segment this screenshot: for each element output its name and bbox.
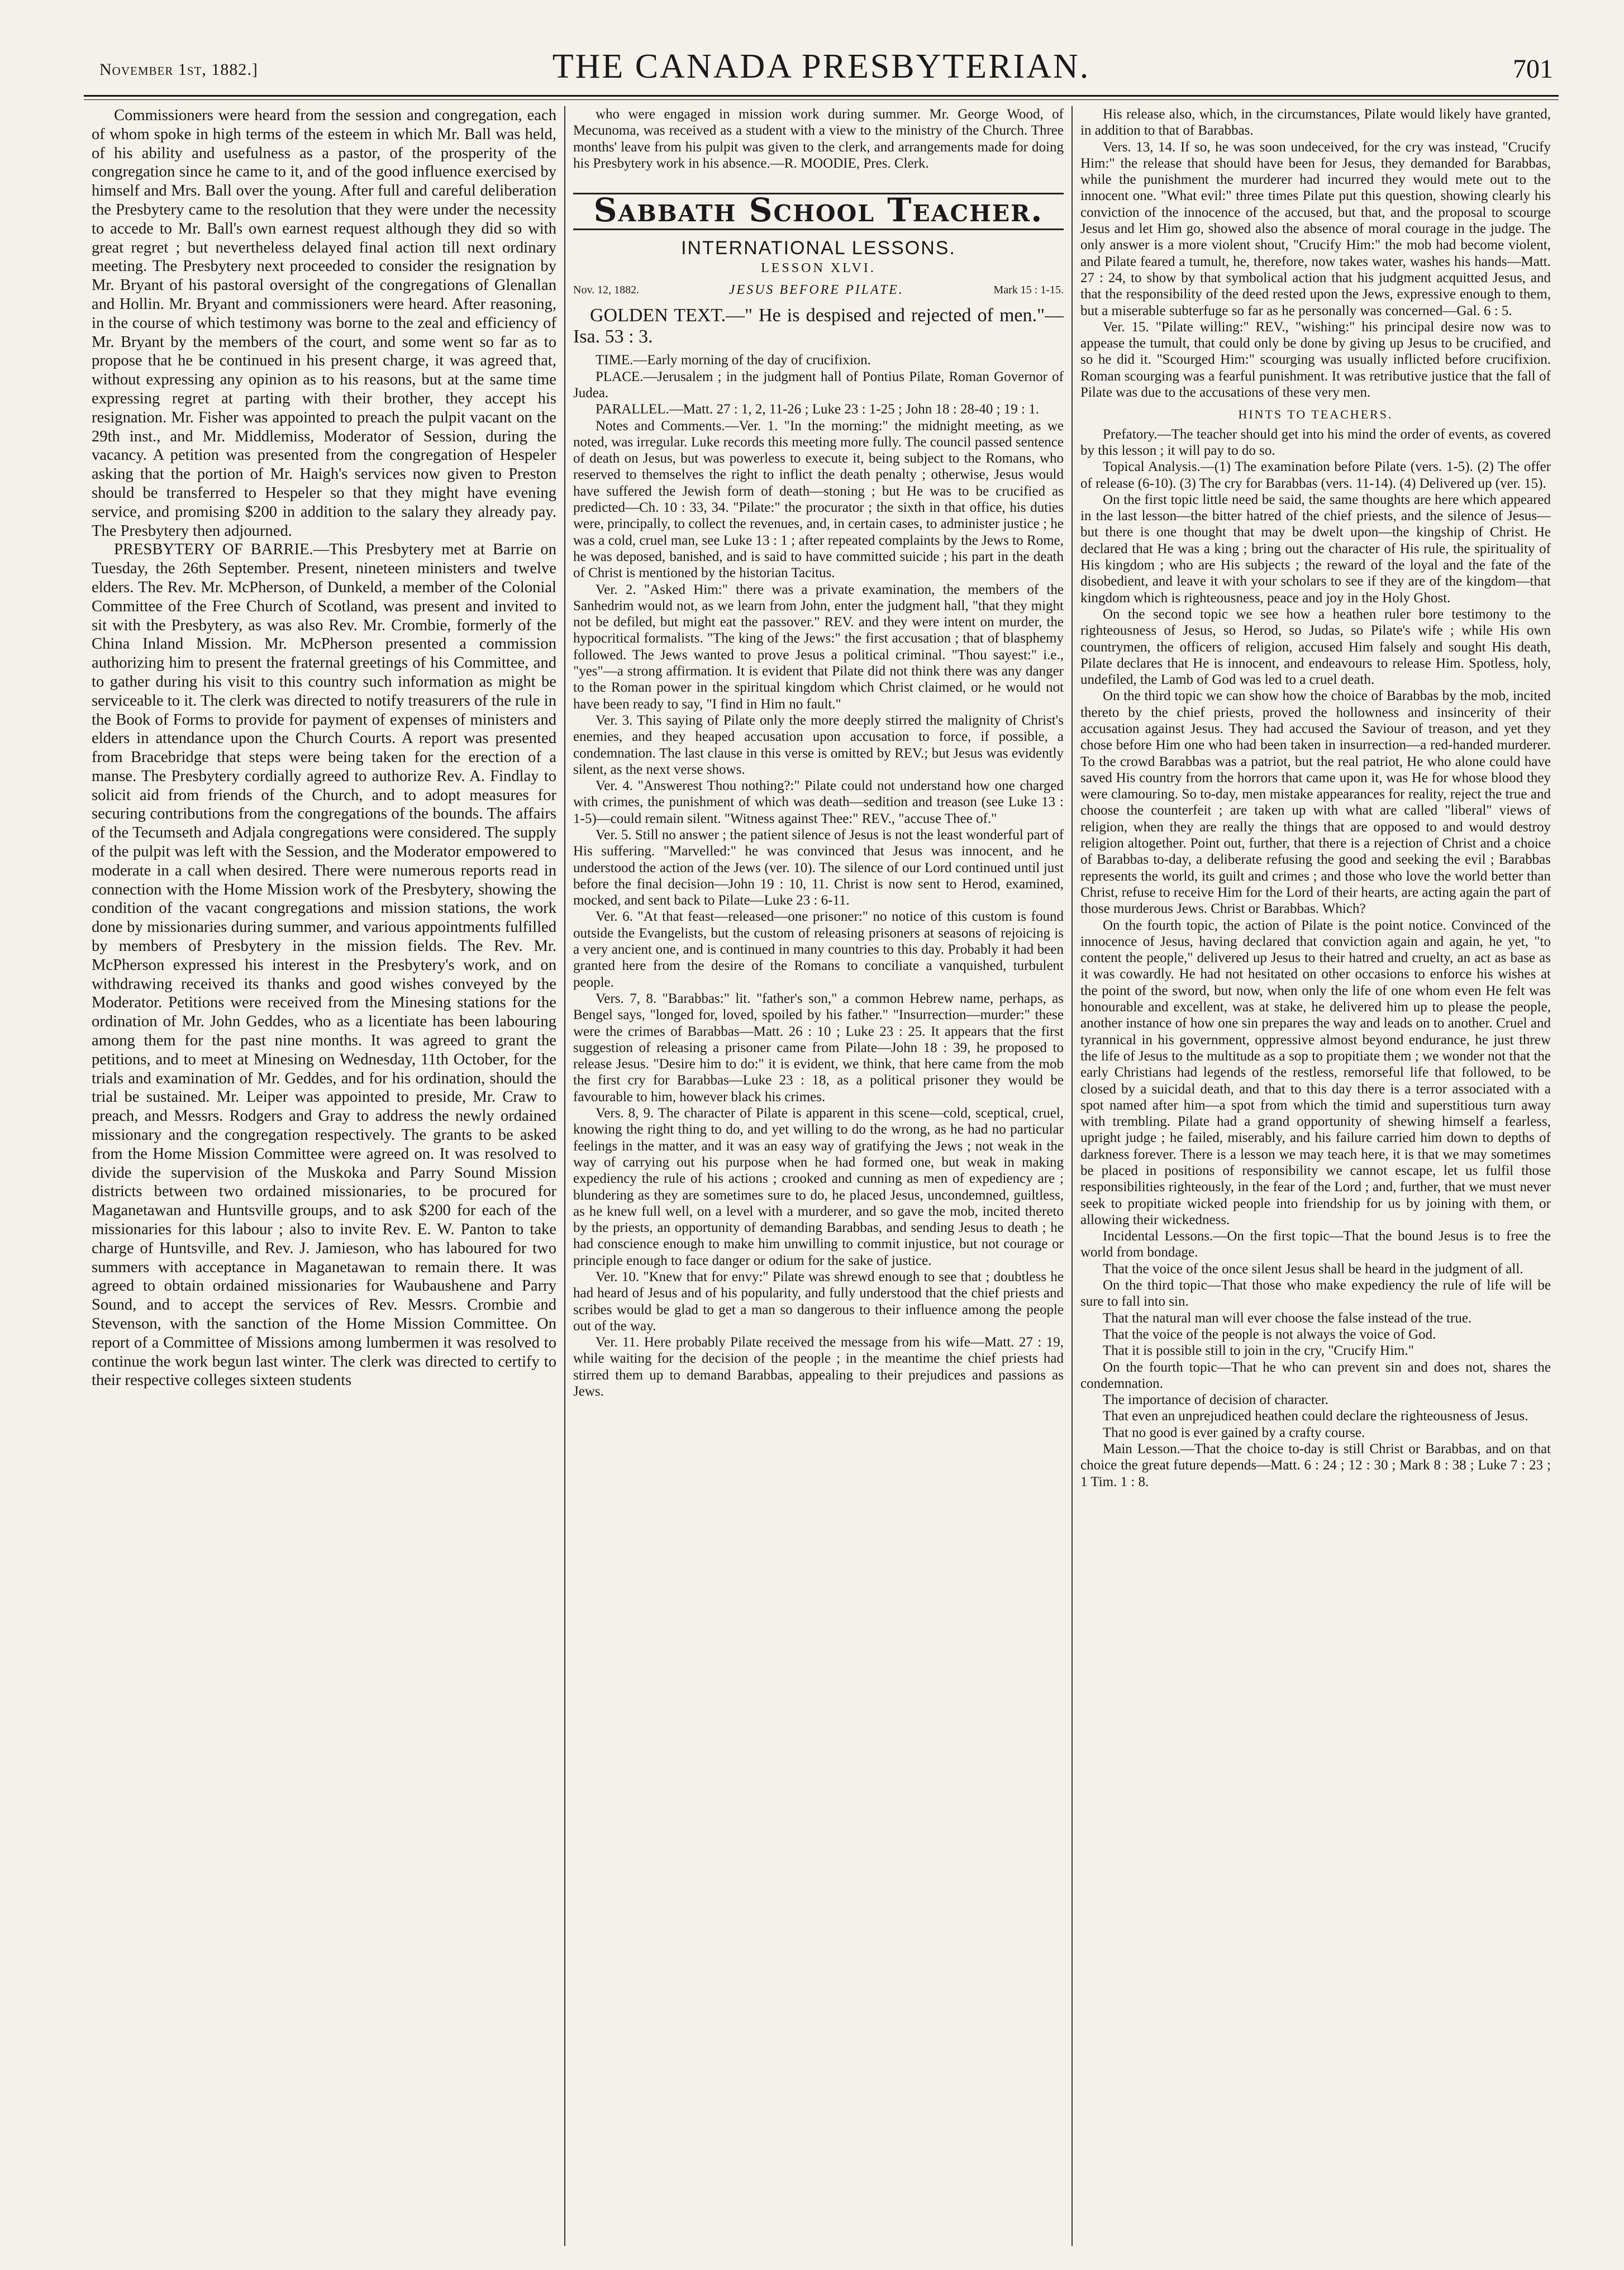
middle-paragraph: Vers. 7, 8. "Barabbas:" lit. "father's son," a common Hebrew name, perhaps, as Bengel says, "longed for, loved, spoiled by his father." "Insurrection—murder:" these were the crimes of Barabbas—Matt. 26 : 10 ; Luke 23 : 25. It appears that the first suggestion of releasing a prisoner came from Pilate—John 18 : 39, he proposed to release Jesus. "Desire him to do:" it is evident, we think, that here came from the mob the first cry for Barabbas—Luke 23 : 18, as a political prisoner they would be favourable to him, however black his crimes. (573, 991, 1064, 1105)
right-paragraph: That no good is ever gained by a crafty course. (1103, 1425, 1365, 1440)
right-paragraph: That the natural man will ever choose the false instead of the true. (1103, 1310, 1472, 1326)
header-rule (84, 95, 1559, 100)
lesson-title: JESUS BEFORE PILATE. (728, 283, 904, 298)
lesson-reference: Mark 15 : 1-15. (993, 284, 1064, 297)
issue-date: November 1st, 1882.] (99, 60, 258, 79)
golden-text: GOLDEN TEXT.—" He is despised and rejected of men."—Isa. 53 : 3. (573, 305, 1064, 348)
left-paragraph: PRESBYTERY OF BARRIE.—This Presbytery met at Barrie on Tuesday, the 26th September. Present, nineteen ministers and twelve elders. The Rev. Mr. McPherson, of Dunkeld, a member of the Colonial Committee of the Free Church of Scotland, was present and invited to sit with the Presbytery, as was also Rev. Mr. Crombie, formerly of the China Inland Mission. Mr. McPherson presented a commission authorizing him to present the fraternal greetings of his Committee, and to gather during his visit to this country such information as might be serviceable to it. The clerk was directed to notify treasurers of the rule in the Book of Forms to provide for payment of expenses of ministers and elders in attendance upon the Church Courts. A report was presented from Bracebridge that steps were being taken for the erection of a manse. The Presbytery cordially agreed to authorize Rev. A. Findlay to solicit aid from friends of the Church, and to adopt measures for securing contributions from the congregations of the bounds. The affairs of the Tecumseth and Adjala congregations were considered. The supply of the pulpit was left with the Session, and the Moderator empowered to moderate in a call when desired. There were numerous reports read in connection with the Home Mission work of the Presbytery, showing the condition of the vacant congregations and mission stations, the work done by missionaries during summer, and various appointments fulfilled by members of Presbytery in the mission fields. The Rev. Mr. McPherson expressed his interest in the Presbytery's work, and on withdrawing received its thanks and good wishes conveyed by the Moderator. Petitions were received from the Minesing stations for the ordination of Mr. John Geddes, who as a licentiate has been labouring among them for the past nine months. It was agreed to grant the petitions, and to meet at Minesing on Wednesday, 11th October, for the trials and examination of Mr. Geddes, and for his ordination, should the trial be sustained. Mr. Leiper was appointed to preside, Mr. Craw to preach, and Messrs. Rodgers and Gray to address the newly ordained missionary and the congregation respectively. The grants to be asked from the Home Mission Committee were agreed on. It was resolved to divide the supervision of the Muskoka and Parry Sound Mission districts between two ordained missionaries, to be procured for Maganetawan and Huntsville groups, and to ask $200 for each of the missionaries for this labour ; also to invite Rev. E. W. Panton to take charge of Huntsville, and Rev. J. Jamieson, who has laboured for two summers with acceptance in Maganetawan to remain there. It was agreed to obtain ordained missionaries for Waubaushene and Parry Sound, and to accept the services of Rev. Messrs. Crombie and Stevenson, with the sanction of the Home Mission Committee. On report of a Committee of Missions among lumbermen it was resolved to continue the work begun last winter. The clerk was directed to certify to their respective colleges sixteen students (92, 541, 556, 1389)
hints-heading: HINTS TO TEACHERS. (1238, 407, 1393, 422)
middle-column (564, 106, 1073, 2246)
lesson-number: LESSON XLVI. (761, 260, 876, 275)
middle-paragraph: Vers. 8, 9. The character of Pilate is apparent in this scene—cold, sceptical, cruel, knowing the right thing to do, and yet willing to do the wrong, as he had no particular feelings in the matter, and it was an easy way of gratifying the Jews ; not weak in the way of carrying out his purpose when he had formed one, but weak in making expediency the rule of his actions ; crooked and cunning as men of expediency are ; blundering as they are sometimes sure to do, he placed Jesus, uncondemned, guiltless, as he knew full well, on a level with a murderer, and so gave the mob, incited thereto by the priests, an opportunity of demanding Barabbas, and sending Jesus to death ; he had conscience enough to make him unwilling to commit injustice, but not courage or principle enough to face danger or odium for the sake of justice. (573, 1106, 1064, 1268)
newspaper-page (84, 28, 1559, 2246)
middle-paragraph: Ver. 11. Here probably Pilate received the message from his wife—Matt. 27 : 19, while waiting for the decision of the people ; in the meantime the chief priests had stirred them up to demand Barabbas, appealing to their prejudices and passions as Jews. (573, 1335, 1064, 1400)
right-paragraph: His release also, which, in the circumstances, Pilate would likely have granted, in addition to that of Barabbas. (1080, 107, 1551, 139)
lesson-header (573, 282, 1064, 298)
right-paragraph: Topical Analysis.—(1) The examination before Pilate (vers. 1-5). (2) The offer of release (6-10). (3) The cry for Barabbas (vers. 11-14). (4) Delivered up (ver. 15). (1080, 459, 1551, 491)
right-paragraph: On the third topic—That those who make expediency the rule of life will be sure to fall into sin. (1080, 1278, 1551, 1310)
middle-paragraph: Ver. 2. "Asked Him:" there was a private examination, the members of the Sanhedrim would not, as we learn from John, enter the judgment hall, "that they might not be defiled, but might eat the passover." REV. and they were intent on murder, the hypocritical formalists. "The king of the Jews:" the first accusation ; that of blasphemy followed. The Jews wanted to prove Jesus a political criminal. "Thou sayest:" i.e., "yes"—a strong affirmation. It is evident that Pilate did not think there was any danger to the Roman power in the spiritual kingdom which Christ claimed, or he would not have been ready to say, "I find in Him no fault." (573, 582, 1064, 712)
page-number: 701 (1513, 54, 1553, 84)
right-paragraph: On the second topic we see how a heathen ruler bore testimony to the righteousness of Jesus, so Herod, so Judas, so Pilate's wife ; while His own countrymen, the officers of religion, accused Him falsely and sought His death, Pilate declares that He is innocent, and endeavours to release Him. Spotless, holy, undefiled, the Lamb of God was led to a cruel death. (1080, 606, 1551, 688)
right-paragraph: That the voice of the once silent Jesus shall be heard in the judgment of all. (1103, 1261, 1523, 1277)
right-paragraph: Prefatory.—The teacher should get into his mind the order of events, as covered by this lesson ; it will pay to do so. (1080, 426, 1551, 458)
middle-paragraph: Ver. 6. "At that feast—released—one prisoner:" no notice of this custom is found outside the Evangelists, but the custom of releasing prisoners at seasons of rejoicing is a very ancient one, and is continued in many countries to this day. Probably it had been granted here from the desire of the Romans to conciliate a vanquished, turbulent people. (573, 909, 1064, 990)
right-paragraph: Vers. 13, 14. If so, he was soon undeceived, for the cry was instead, "Crucify Him:" the release that should have been for Jesus, they demanded for Barabbas, while the punishment the murderer had incurred they would mete out to the innocent one. "What evil:" three times Pilate put this question, showing clearly his conviction of the innocence of the accused, but that, and the proposal to scourge Jesus and let Him go, showed also the absence of moral courage in the judge. The only answer is a more violent shout, "Crucify Him:" the mob had become violent, and Pilate feared a tumult, he, therefore, now takes water, washes his hands—Matt. 27 : 24, to show by that symbolical action that his judgment acquitted Jesus, and that the responsibility of the deed rested upon the Jews, expressive enough to them, but a miserable subterfuge so far as he personally was concerned—Gal. 6 : 5. (1080, 139, 1551, 318)
right-paragraph: On the fourth topic, the action of Pilate is the point notice. Convinced of the innocence of Jesus, having declared that conviction again and again, he yet, "to content the people," delivered up Jesus to their hatred and cruelty, an act as base as it was cowardly. He had not hesitated on other occasions to enforce his wishes at the point of the sword, but now, when only the life of one whom even He felt was honourable and excellent, was at stake, he delivered him up to please the people, another instance of how one sin prepares the way and leads on to another. Cruel and tyrannical in his government, oppressive almost beyond endurance, he just threw the life of Jesus to the multitude as a sop to propitiate them ; we wonder not that the early Christians had legends of the restless, remorseful life that followed, to be closed by a suicidal death, and that to this day there is a terror associated with a spot named after him—a spot from which the timid and superstitious turn away with trembling. Pilate had a grand opportunity of shewing himself a fearless, upright judge ; he failed, miserably, and his failure carried him down to depths of darkness forever. There is a lesson we may teach here, it is that we may sometimes be placed in positions of responsibility we cannot escape, let us fulfil those responsibilities righteously, in the fear of the Lord ; and, further, that we must never seek to propitiate wicked people into friendship for us by joining with them, or allowing their wickedness. (1080, 917, 1551, 1227)
columns (84, 106, 1559, 2246)
section-title: INTERNATIONAL LESSONS. (681, 237, 956, 259)
middle-paragraph: Ver. 3. This saying of Pilate only the more deeply stirred the malignity of Christ's enemies, and they heaped accusation upon accusation to force, if possible, a condemnation. The last clause in this verse is omitted by REV.; but Jesus was evidently silent, as the next verse shows. (573, 712, 1064, 777)
sabbath-school-banner (573, 193, 1064, 230)
middle-paragraph: PLACE.—Jerusalem ; in the judgment hall of Pontius Pilate, Roman Governor of Judea. (573, 369, 1064, 401)
middle-paragraph: Ver. 4. "Answerest Thou nothing?:" Pilate could not understand how one charged with crimes, the punishment of which was death—sedition and treason (see Luke 13 : 1-5)—could remain silent. "Witness against Thee:" REV., "accuse Thee of." (573, 778, 1064, 826)
middle-paragraph: PARALLEL.—Matt. 27 : 1, 2, 11-26 ; Luke 23 : 1-25 ; John 18 : 28-40 ; 19 : 1. (596, 402, 1039, 417)
right-paragraph: On the first topic little need be said, the same thoughts are here which appeared in the last lesson—the bitter hatred of the chief priests, and the silence of Jesus—but there is one thought that may be dwelt upon—the kingship of Christ. He declared that He was a king ; bring out the character of His rule, the spirituality of His kingdom ; who are His subjects ; the reward of the loyal and the fate of the disobedient, and leave it with your scholars to see if they are of the kingdom—that kingdom which is righteousness, peace and joy in the Holy Ghost. (1080, 492, 1551, 606)
right-paragraph: That even an unprejudiced heathen could declare the righteousness of Jesus. (1103, 1408, 1528, 1424)
middle-paragraph: Notes and Comments.—Ver. 1. "In the morning:" the midnight meeting, as we noted, was irregular. Luke records this meeting more fully. The council passed sentence of death on Jesus, but was powerless to execute it, being subject to the Romans, who reserved to themselves the right to inflict the death penalty ; otherwise, Jesus would have suffered the Jewish form of death—stoning ; but He was to be crucified as predicted—Ch. 10 : 33, 34. "Pilate:" the procurator ; the sixth in that office, his duties were, principally, to collect the revenues, and, in certain cases, to administer justice ; he was a cold, cruel man, see Luke 13 : 1 ; after repeated complaints by the Jews to Rome, he was deposed, banished, and is said to have committed suicide ; his part in the death of Christ is mentioned by the historian Tacitus. (573, 418, 1064, 581)
right-paragraph: That the voice of the people is not always the voice of God. (1103, 1326, 1436, 1342)
middle-paragraph: Ver. 5. Still no answer ; the patient silence of Jesus is not the least wonderful part of His suffering. "Marvelled:" he was convinced that Jesus was innocent, and he understood the action of the Jews (ver. 10). The silence of our Lord continued until just before the final decision—John 19 : 10, 11. Christ is now sent to Herod, examined, mocked, and sent back to Pilate—Luke 23 : 6-11. (573, 827, 1064, 908)
banner-title: Sabbath School Teacher. (593, 191, 1044, 230)
right-paragraph: The importance of decision of character. (1103, 1392, 1328, 1408)
masthead-title: THE CANADA PRESBYTERIAN. (552, 47, 1090, 85)
left-paragraph: Commissioners were heard from the session and congregation, each of whom spoke in high terms of the esteem in which Mr. Ball was held, of his ability and usefulness as a pastor, of the prosperity of the congregation since he came to it, and of the good influence exercised by himself and Mrs. Ball over the young. After full and careful deliberation the Presbytery came to the resolution that they were under the necessity to accede to Mr. Ball's own earnest request although they did so with great regret ; but nevertheless delayed final action till next ordinary meeting. The Presbytery next proceeded to consider the resignation by Mr. Bryant of his pastoral oversight of the congregations of Glenallan and Hollin. Mr. Bryant and commissioners were heard. After reasoning, in the course of which testimony was borne to the zeal and efficiency of Mr. Bryant by the members of the court, and some went so far as to propose that he be continued in his present charge, it was agreed that, without expressing any opinion as to his reasons, but at the same time expressing regret at parting with their brother, they accept his resignation. Mr. Fisher was appointed to preach the pulpit vacant on the 29th inst., and Mr. Middlemiss, Moderator of Session, during the vacancy. A petition was presented from the congregation of Hespeler asking that the portion of Mr. Haigh's services now given to Preston should be transferred to Hespeler so that they might have evening service, and promising $200 in addition to the salary they already pay. The Presbytery then adjourned. (92, 107, 556, 540)
right-column (1073, 106, 1559, 2246)
right-paragraph: Ver. 15. "Pilate willing:" REV., "wishing:" his principal desire now was to appease the tumult, that could only be done by giving up Jesus to be crucified, and so he did it. "Scourged Him:" scourging was usually inflicted before crucifixion. Roman scourging was a fearful punishment. It was retributive justice that the fall of Pilate was due to the accusations of these very men. (1080, 319, 1551, 401)
left-column (84, 106, 564, 2246)
middle-paragraph: Ver. 10. "Knew that for envy:" Pilate was shrewd enough to see that ; doubtless he had heard of Jesus and of his popularity, and fully understood that the chief priests and scribes would be glad to get a man so dangerous to their influence among the people out of the way. (573, 1269, 1064, 1334)
right-paragraph: Main Lesson.—That the choice to-day is still Christ or Barabbas, and on that choice the great future depends—Matt. 6 : 24 ; 12 : 30 ; Mark 8 : 38 ; Luke 7 : 23 ; 1 Tim. 1 : 8. (1080, 1441, 1551, 1489)
right-paragraph: On the fourth topic—That he who can prevent sin and does not, shares the condemnation. (1080, 1359, 1551, 1391)
middle-paragraph: TIME.—Early morning of the day of crucifixion. (596, 353, 871, 368)
right-paragraph: Incidental Lessons.—On the first topic—That the bound Jesus is to free the world from bondage. (1080, 1229, 1551, 1260)
right-paragraph: That it is possible still to join in the cry, "Crucify Him." (1103, 1343, 1414, 1359)
middle-intro-paragraph: who were engaged in mission work during summer. Mr. George Wood, of Mecunoma, was received as a student with a view to the ministry of the Church. Three months' leave from his pulpit was given to the clerk, and arrangements made for doing his Presbytery work in his absence.—R. MOODIE, Pres. Clerk. (573, 107, 1064, 171)
lesson-date: Nov. 12, 1882. (573, 284, 640, 297)
page-header (84, 28, 1559, 89)
right-paragraph: On the third topic we can show how the choice of Barabbas by the mob, incited thereto by the chief priests, proved the hollowness and insincerity of their accusation against Jesus. They had accused the Saviour of treason, and yet they chose before Him one who had been taken in insurrection—a red-handed murderer. To the crowd Barabbas was a patriot, but the real patriot, He who alone could have saved His country from the horrors that came upon it, was He for whose blood they were clamouring. So to-day, men mistake appearances for reality, reject the true and choose the counterfeit ; are taken up with what are called "liberal" views of religion, when they are really the things that are opposed to and would destroy religion altogether. Point out, further, that there is a rejection of Christ and a choice of Barabbas to-day, a deliberate refusing the good and seeking the evil ; Barabbas represents the world, its guilt and crimes ; and those who love the world better than Christ, refuse to receive Him for the Lord of their hearts, are acting again the part of those murderous Jews. Christ or Barabbas. Which? (1080, 688, 1551, 917)
